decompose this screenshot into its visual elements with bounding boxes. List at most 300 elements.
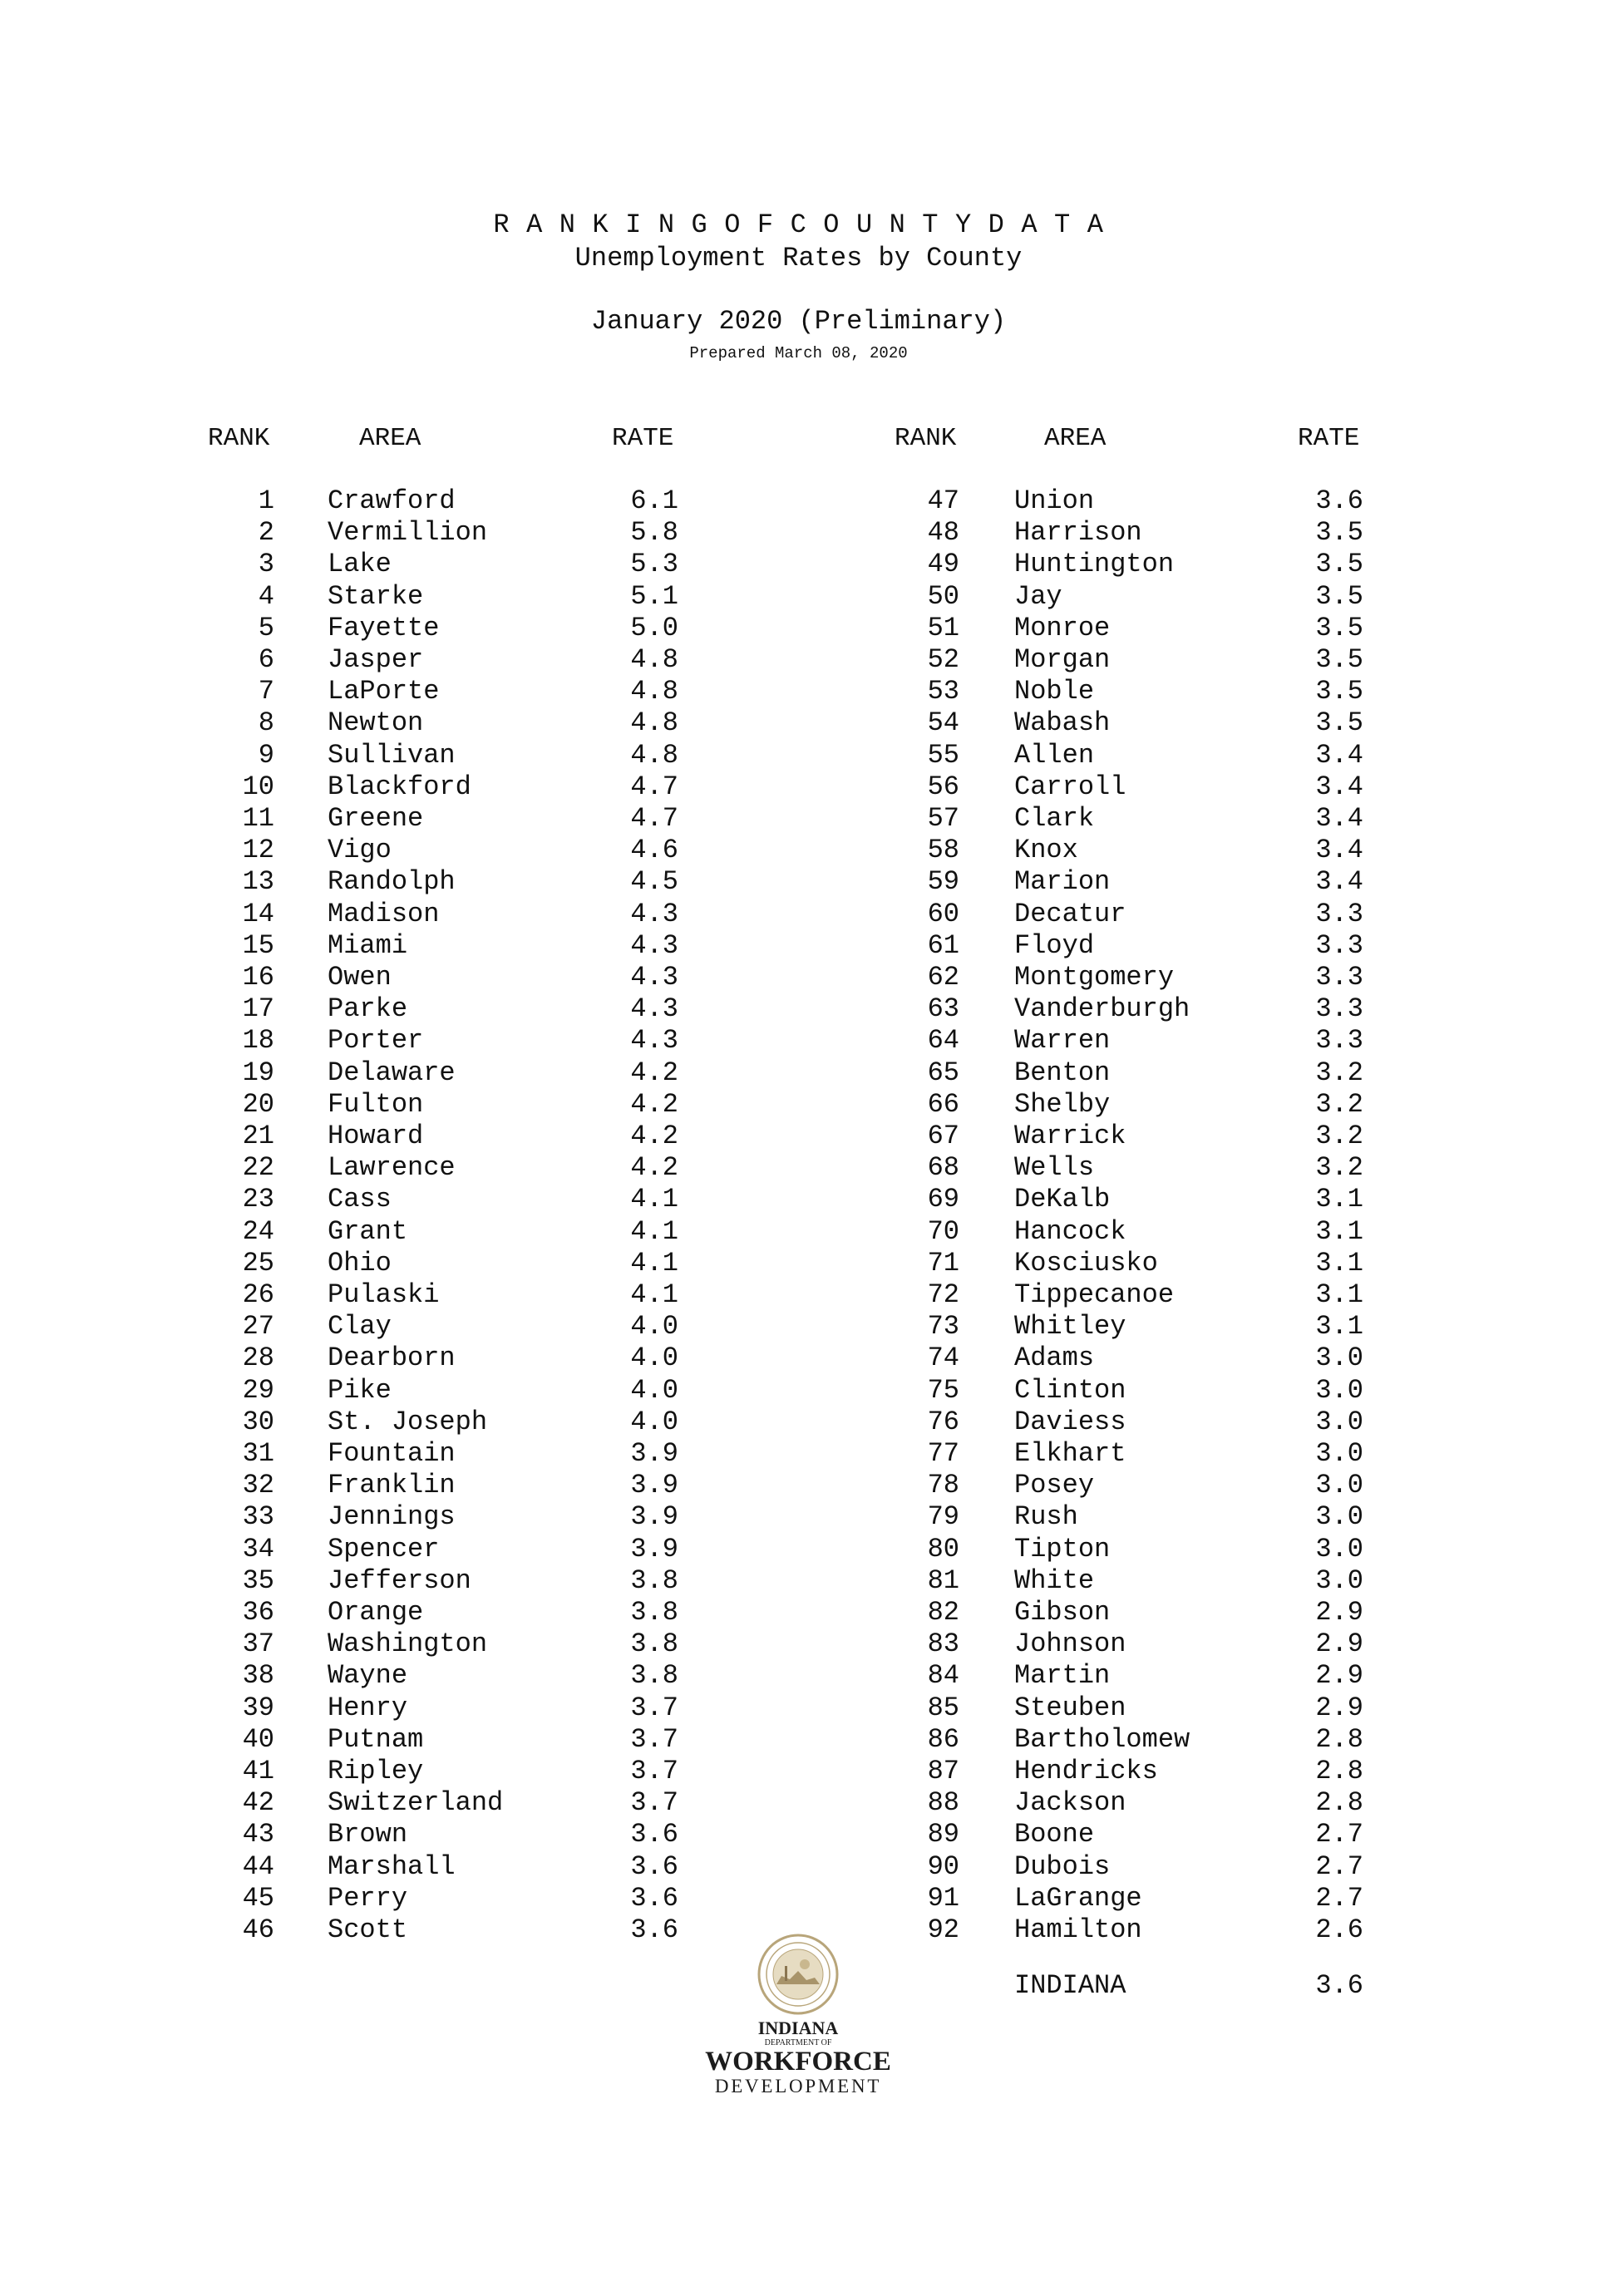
row-rank: 62 [927, 962, 959, 993]
row-area: Jasper [328, 644, 424, 675]
row-area: Washington [328, 1628, 488, 1660]
row-rank: 81 [927, 1564, 959, 1596]
row-rank: 24 [242, 1215, 274, 1247]
row-rate: 4.8 [630, 707, 678, 739]
row-area: Delaware [328, 1057, 456, 1088]
row-rank: 42 [242, 1787, 274, 1819]
row-rank: 92 [927, 1914, 959, 1945]
row-rank: 35 [242, 1564, 274, 1596]
row-rate: 3.7 [630, 1787, 678, 1819]
row-rank: 44 [242, 1850, 274, 1882]
row-area: Whitley [1014, 1311, 1126, 1343]
row-rate: 4.7 [630, 803, 678, 834]
row-rate: 3.8 [630, 1564, 678, 1596]
row-rank: 72 [927, 1279, 959, 1310]
row-rank: 70 [927, 1215, 959, 1247]
row-rate: 2.9 [1315, 1628, 1363, 1660]
row-rank: 23 [242, 1184, 274, 1215]
table-row [893, 1375, 1392, 1407]
row-area: Johnson [1014, 1628, 1126, 1660]
row-rank: 22 [242, 1152, 274, 1184]
table-row [208, 581, 707, 613]
table-row [208, 835, 707, 866]
row-area: Pulaski [328, 1279, 440, 1310]
table-row [893, 835, 1392, 866]
table-row [208, 1279, 707, 1311]
row-area: St. Joseph [328, 1406, 488, 1437]
row-rank: 75 [927, 1374, 959, 1406]
row-rate: 2.8 [1315, 1756, 1363, 1786]
row-area: Crawford [328, 485, 456, 516]
row-rank: 88 [927, 1787, 959, 1819]
row-area: Warren [1014, 1025, 1111, 1057]
row-rank: 66 [927, 1088, 959, 1120]
row-rate: 4.5 [630, 866, 678, 898]
row-rate: 4.1 [630, 1215, 678, 1247]
row-rank: 78 [927, 1470, 959, 1501]
row-area: Boone [1014, 1819, 1095, 1850]
row-area: Warrick [1014, 1121, 1126, 1151]
table-row [208, 676, 707, 707]
row-area: Tipton [1014, 1533, 1111, 1564]
row-rate: 4.1 [630, 1279, 678, 1310]
row-rate: 3.7 [630, 1692, 678, 1723]
row-rank: 8 [258, 707, 274, 739]
row-rank: 13 [242, 866, 274, 898]
row-area: Parke [328, 993, 408, 1025]
row-rank: 5 [258, 612, 274, 643]
table-row [208, 1787, 707, 1819]
table-row [208, 1470, 707, 1501]
table-row [208, 1375, 707, 1407]
table-row [208, 517, 707, 549]
left-header-rank: RANK [208, 424, 270, 453]
row-rate: 2.7 [1315, 1850, 1363, 1882]
prepared-date: Prepared March 08, 2020 [689, 344, 908, 362]
row-area: Ripley [328, 1756, 424, 1786]
row-rank: 30 [242, 1406, 274, 1437]
table-row [893, 740, 1392, 771]
table-row [893, 485, 1392, 517]
state-seal-icon [757, 1933, 840, 2016]
table-row [208, 1565, 707, 1597]
row-rank: 37 [242, 1628, 274, 1660]
table-row [893, 581, 1392, 613]
row-rate: 5.1 [630, 580, 678, 612]
row-rate: 2.9 [1315, 1597, 1363, 1628]
row-rate: 4.3 [630, 929, 678, 961]
row-rate: 3.5 [1315, 707, 1363, 739]
row-rate: 3.3 [1315, 993, 1363, 1025]
row-rate: 3.8 [630, 1628, 678, 1660]
row-rate: 2.6 [1315, 1914, 1363, 1945]
row-area: Vigo [328, 835, 392, 866]
row-rank: 51 [927, 612, 959, 643]
row-area: Daviess [1014, 1406, 1126, 1437]
row-area: Newton [328, 707, 424, 739]
row-area: Jennings [328, 1501, 456, 1533]
row-area: Cass [328, 1184, 392, 1215]
row-rank: 58 [927, 835, 959, 866]
table-row [893, 1597, 1392, 1628]
table-row [893, 1787, 1392, 1819]
row-rank: 40 [242, 1723, 274, 1755]
table-row [208, 930, 707, 962]
row-rank: 89 [927, 1819, 959, 1850]
row-rank: 49 [927, 549, 959, 580]
row-rate: 3.5 [1315, 612, 1363, 643]
table-row [893, 866, 1392, 898]
row-rate: 3.5 [1315, 580, 1363, 612]
row-area: Allen [1014, 739, 1095, 771]
row-rank: 45 [242, 1882, 274, 1914]
row-area: Howard [328, 1121, 424, 1151]
row-rate: 3.7 [630, 1756, 678, 1786]
row-rank: 69 [927, 1184, 959, 1215]
row-rank: 71 [927, 1247, 959, 1279]
row-rank: 83 [927, 1628, 959, 1660]
row-rank: 41 [242, 1756, 274, 1786]
row-rate: 3.1 [1315, 1215, 1363, 1247]
row-area: Martin [1014, 1660, 1111, 1692]
table-row [893, 1311, 1392, 1343]
row-area: Porter [328, 1025, 424, 1057]
row-rate: 2.9 [1315, 1660, 1363, 1692]
row-rate: 3.4 [1315, 835, 1363, 866]
row-area: Switzerland [328, 1787, 504, 1819]
table-row [893, 1819, 1392, 1850]
row-rate: 2.8 [1315, 1723, 1363, 1755]
table-row [208, 1248, 707, 1279]
row-rate: 3.2 [1315, 1152, 1363, 1184]
table-row [893, 644, 1392, 676]
row-area: DeKalb [1014, 1184, 1111, 1215]
dwd-logo [698, 1933, 898, 2099]
row-area: Wayne [328, 1660, 408, 1692]
row-rank: 64 [927, 1025, 959, 1057]
logo-workforce: WORKFORCE [705, 2047, 891, 2077]
row-area: Vanderburgh [1014, 993, 1190, 1025]
row-area: Union [1014, 485, 1095, 516]
row-area: Knox [1014, 835, 1078, 866]
row-area: Lawrence [328, 1152, 456, 1184]
row-rank: 57 [927, 803, 959, 834]
row-area: Montgomery [1014, 962, 1175, 993]
row-rank: 17 [242, 993, 274, 1025]
row-rank: 16 [242, 962, 274, 993]
row-rate: 4.1 [630, 1247, 678, 1279]
row-area: White [1014, 1564, 1095, 1596]
row-rank: 87 [927, 1756, 959, 1786]
row-rank: 82 [927, 1597, 959, 1628]
row-area: Clark [1014, 803, 1095, 834]
table-row [893, 1914, 1392, 1946]
row-area: Decatur [1014, 898, 1126, 929]
row-area: Miami [328, 929, 408, 961]
row-rank: 32 [242, 1470, 274, 1501]
row-rate: 3.1 [1315, 1279, 1363, 1310]
row-rate: 4.3 [630, 1025, 678, 1057]
row-rank: 27 [242, 1311, 274, 1343]
table-row [208, 1311, 707, 1343]
table-row [208, 1914, 707, 1946]
row-rate: 4.7 [630, 771, 678, 802]
table-row [208, 1692, 707, 1724]
row-rate: 4.0 [630, 1406, 678, 1437]
row-rate: 3.0 [1315, 1533, 1363, 1564]
state-total-rate: 3.6 [1315, 1970, 1363, 2001]
state-total-area: INDIANA [1014, 1970, 1126, 2001]
table-row [893, 1248, 1392, 1279]
table-row [893, 676, 1392, 707]
table-row [208, 1660, 707, 1692]
table-row [893, 1057, 1392, 1089]
table-row [893, 899, 1392, 930]
row-area: Bartholomew [1014, 1723, 1190, 1755]
row-area: Grant [328, 1215, 408, 1247]
row-rate: 4.0 [630, 1374, 678, 1406]
row-rate: 3.4 [1315, 771, 1363, 802]
left-header-rate: RATE [612, 424, 674, 453]
table-row [208, 707, 707, 739]
table-row [893, 930, 1392, 962]
row-area: Jefferson [328, 1564, 471, 1596]
row-rate: 4.8 [630, 644, 678, 675]
row-rate: 3.9 [630, 1533, 678, 1564]
row-rate: 3.5 [1315, 676, 1363, 707]
row-area: Gibson [1014, 1597, 1111, 1628]
logo-indiana: INDIANA [757, 2018, 839, 2038]
row-area: Adams [1014, 1343, 1095, 1374]
row-rank: 85 [927, 1692, 959, 1723]
row-rank: 15 [242, 929, 274, 961]
row-rate: 3.8 [630, 1597, 678, 1628]
row-rank: 61 [927, 929, 959, 961]
row-rate: 3.9 [630, 1438, 678, 1469]
row-area: Vermillion [328, 517, 488, 549]
table-row [208, 1184, 707, 1215]
row-rank: 28 [242, 1343, 274, 1374]
row-rate: 2.7 [1315, 1819, 1363, 1850]
table-row [893, 1279, 1392, 1311]
row-rank: 76 [927, 1406, 959, 1437]
row-area: Dubois [1014, 1850, 1111, 1882]
report-period: January 2020 (Preliminary) [590, 306, 1007, 337]
row-area: LaPorte [328, 676, 440, 707]
table-row [893, 771, 1392, 803]
row-rank: 86 [927, 1723, 959, 1755]
table-row [893, 1565, 1392, 1597]
row-rank: 48 [927, 517, 959, 549]
table-row [893, 1025, 1392, 1057]
row-rate: 3.4 [1315, 803, 1363, 834]
row-area: Fayette [328, 612, 440, 643]
row-area: Monroe [1014, 612, 1111, 643]
row-area: LaGrange [1014, 1882, 1142, 1914]
row-rate: 3.1 [1315, 1247, 1363, 1279]
row-rank: 63 [927, 993, 959, 1025]
row-rank: 68 [927, 1152, 959, 1184]
table-row [208, 549, 707, 580]
row-area: Lake [328, 549, 392, 580]
row-area: Perry [328, 1882, 408, 1914]
row-area: Scott [328, 1914, 408, 1945]
row-rate: 3.2 [1315, 1088, 1363, 1120]
table-row [893, 1152, 1392, 1184]
row-rate: 3.0 [1315, 1501, 1363, 1533]
table-row [893, 549, 1392, 580]
row-rate: 3.2 [1315, 1057, 1363, 1088]
row-rank: 79 [927, 1501, 959, 1533]
row-area: Franklin [328, 1470, 456, 1501]
row-rank: 14 [242, 898, 274, 929]
left-header-area: AREA [359, 424, 421, 453]
row-rank: 6 [258, 644, 274, 675]
row-rate: 3.3 [1315, 962, 1363, 993]
row-rate: 3.6 [630, 1914, 678, 1945]
row-area: Starke [328, 580, 424, 612]
table-row [893, 1851, 1392, 1883]
row-rank: 39 [242, 1692, 274, 1723]
row-rank: 3 [258, 549, 274, 580]
row-rate: 3.1 [1315, 1311, 1363, 1343]
row-rank: 7 [258, 676, 274, 707]
table-row [893, 803, 1392, 835]
row-area: Hamilton [1014, 1914, 1142, 1945]
row-rate: 3.6 [630, 1882, 678, 1914]
row-area: Dearborn [328, 1343, 456, 1374]
table-row [208, 803, 707, 835]
table-row [893, 1883, 1392, 1914]
row-rank: 54 [927, 707, 959, 739]
row-rank: 43 [242, 1819, 274, 1850]
row-rate: 3.6 [630, 1819, 678, 1850]
row-rate: 5.8 [630, 517, 678, 549]
row-area: Huntington [1014, 549, 1175, 580]
table-row [893, 1407, 1392, 1438]
row-area: Madison [328, 898, 440, 929]
row-area: Hancock [1014, 1215, 1126, 1247]
row-area: Spencer [328, 1533, 440, 1564]
table-row [893, 1216, 1392, 1248]
row-rate: 4.0 [630, 1311, 678, 1343]
row-area: Hendricks [1014, 1756, 1158, 1786]
row-area: Marshall [328, 1850, 456, 1882]
table-row [208, 1121, 707, 1152]
row-rank: 46 [242, 1914, 274, 1945]
row-rank: 84 [927, 1660, 959, 1692]
row-rank: 11 [242, 803, 274, 834]
row-rank: 19 [242, 1057, 274, 1088]
row-rank: 60 [927, 898, 959, 929]
row-area: Blackford [328, 771, 471, 802]
row-rate: 6.1 [630, 485, 678, 516]
row-rate: 3.7 [630, 1723, 678, 1755]
table-row [893, 1121, 1392, 1152]
table-row [208, 1152, 707, 1184]
row-area: Carroll [1014, 771, 1126, 802]
table-row [208, 1057, 707, 1089]
row-area: Wabash [1014, 707, 1111, 739]
row-rank: 53 [927, 676, 959, 707]
row-rank: 18 [242, 1025, 274, 1057]
table-row [893, 1660, 1392, 1692]
row-area: Clay [328, 1311, 392, 1343]
row-rate: 3.4 [1315, 866, 1363, 898]
row-area: Elkhart [1014, 1438, 1126, 1469]
table-row [893, 1756, 1392, 1787]
table-row [208, 740, 707, 771]
row-rate: 2.8 [1315, 1787, 1363, 1819]
row-rate: 4.3 [630, 962, 678, 993]
row-rank: 90 [927, 1850, 959, 1882]
logo-development: DEVELOPMENT [714, 2076, 882, 2096]
right-header-rate: RATE [1298, 424, 1360, 453]
row-rate: 3.2 [1315, 1121, 1363, 1151]
table-row [208, 1534, 707, 1565]
row-rank: 77 [927, 1438, 959, 1469]
row-rank: 50 [927, 580, 959, 612]
row-rank: 31 [242, 1438, 274, 1469]
row-rate: 3.4 [1315, 739, 1363, 771]
logo-department-of: DEPARTMENT OF [764, 2038, 832, 2047]
row-rank: 25 [242, 1247, 274, 1279]
row-rank: 65 [927, 1057, 959, 1088]
row-rank: 33 [242, 1501, 274, 1533]
table-row [893, 1628, 1392, 1660]
table-row [208, 1216, 707, 1248]
row-rate: 3.3 [1315, 898, 1363, 929]
row-rate: 4.1 [630, 1184, 678, 1215]
row-rate: 3.3 [1315, 1025, 1363, 1057]
row-rank: 34 [242, 1533, 274, 1564]
row-area: Steuben [1014, 1692, 1126, 1723]
row-rank: 52 [927, 644, 959, 675]
row-rate: 3.0 [1315, 1438, 1363, 1469]
row-rate: 2.9 [1315, 1692, 1363, 1723]
row-rank: 1 [258, 485, 274, 516]
right-header-area: AREA [1044, 424, 1107, 453]
row-area: Fountain [328, 1438, 456, 1469]
row-area: Posey [1014, 1470, 1095, 1501]
row-rate: 4.6 [630, 835, 678, 866]
row-rate: 3.5 [1315, 644, 1363, 675]
table-row [208, 1851, 707, 1883]
table-row [893, 1343, 1392, 1374]
row-rate: 4.2 [630, 1152, 678, 1184]
row-rate: 4.2 [630, 1121, 678, 1151]
page-subtitle: Unemployment Rates by County [574, 243, 1023, 273]
table-row [208, 1025, 707, 1057]
row-area: Ohio [328, 1247, 392, 1279]
row-rate: 3.0 [1315, 1374, 1363, 1406]
row-rate: 3.6 [630, 1850, 678, 1882]
table-row [208, 993, 707, 1025]
row-rate: 4.3 [630, 993, 678, 1025]
row-area: Owen [328, 962, 392, 993]
row-area: Randolph [328, 866, 456, 898]
row-rank: 80 [927, 1533, 959, 1564]
row-rate: 4.3 [630, 898, 678, 929]
table-row [208, 771, 707, 803]
row-rank: 26 [242, 1279, 274, 1310]
row-rank: 4 [258, 580, 274, 612]
row-rank: 21 [242, 1121, 274, 1151]
row-area: Jay [1014, 580, 1062, 612]
table-row [893, 1501, 1392, 1533]
row-rank: 12 [242, 835, 274, 866]
table-row [893, 1470, 1392, 1501]
